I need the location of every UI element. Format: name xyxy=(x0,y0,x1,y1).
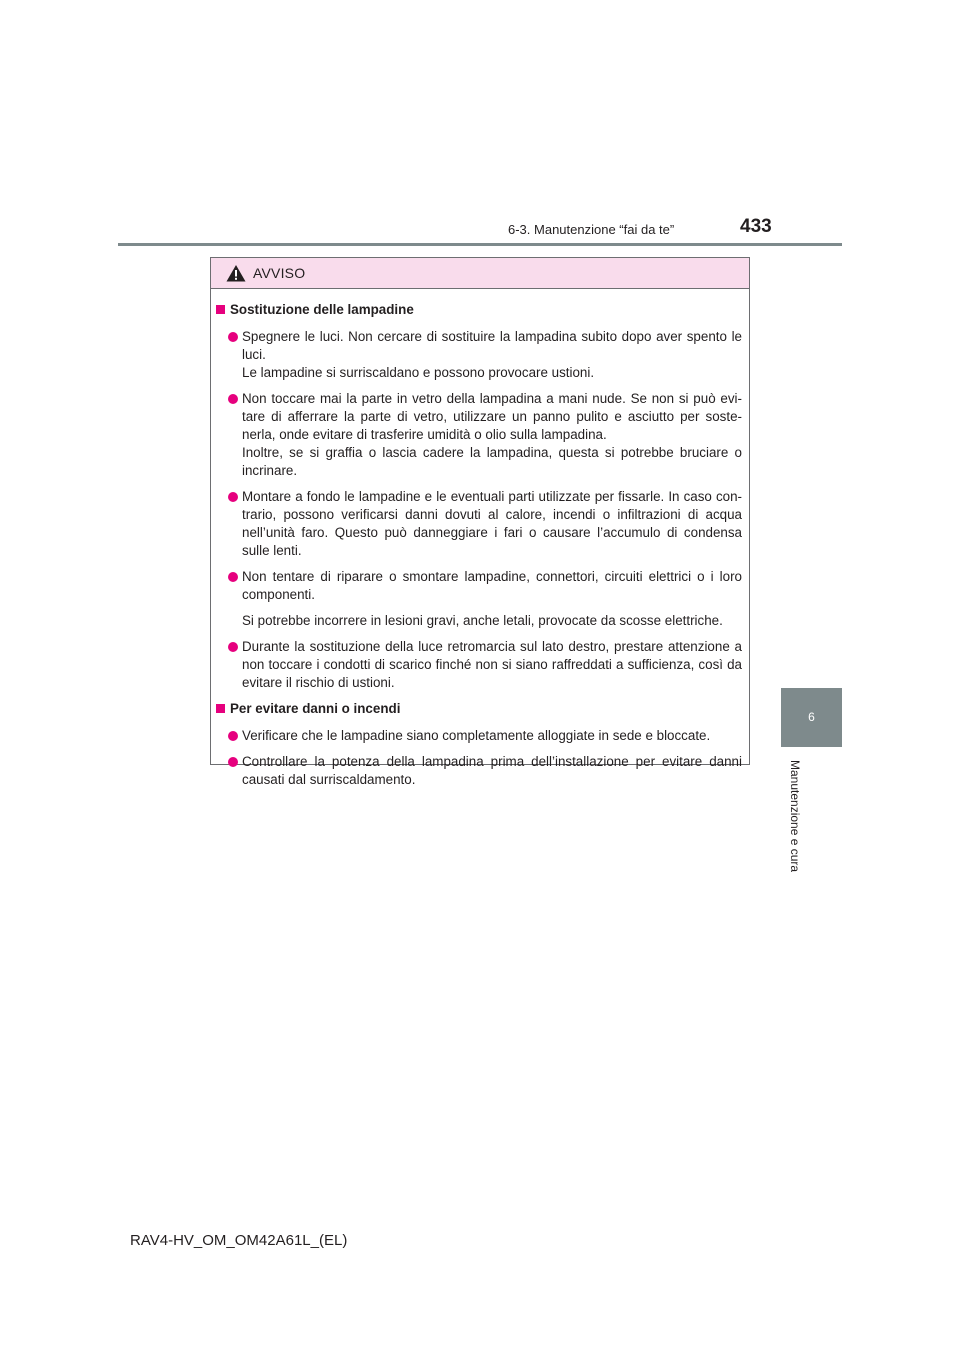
section-heading xyxy=(216,301,742,319)
chapter-label-text: Manutenzione e cura xyxy=(788,760,802,873)
round-bullet-icon xyxy=(228,642,238,652)
bullet-text: Non tentare di riparare o smontare lampadine, connettori, circuiti elettrici o i loro componenti. xyxy=(242,569,742,602)
bullet-item xyxy=(216,328,742,382)
bullet-item xyxy=(216,390,742,480)
section-title: 6-3. Manutenzione “fai da te” xyxy=(508,222,675,237)
square-bullet-icon xyxy=(216,704,225,713)
header-rule xyxy=(118,243,842,246)
bullet-text: Durante la sostituzione della luce retromarcia sul lato destro, prestare attenzione a non toccare i condotti di scarico finché non si siano raffreddati a sufficienza, così da evitare il rischio di ustioni. xyxy=(242,639,742,690)
section-heading-text: Per evitare danni o incendi xyxy=(230,701,401,716)
round-bullet-icon xyxy=(228,757,238,767)
bullet-text: Spegnere le luci. Non cercare di sostituire la lampadina subito dopo aver spento le luci. xyxy=(242,329,742,362)
warning-header xyxy=(211,258,749,289)
section-heading-text: Sostituzione delle lampadine xyxy=(230,302,414,317)
footer-code: RAV4-HV_OM_OM42A61L_(EL) xyxy=(130,1232,348,1249)
round-bullet-icon xyxy=(228,572,238,582)
page-number: 433 xyxy=(740,216,772,237)
bullet-item xyxy=(216,753,742,789)
bullet-text: Montare a fondo le lampadine e le eventuali parti utilizzate per fissarle. In caso con-trario, possono verificarsi danni dovuti al calore, incendi o infiltrazioni di acqua nell’unità faro. Questo può danneggiare i fari o causare l’accumulo di condensa sulle lenti. xyxy=(242,489,742,558)
warning-box xyxy=(210,257,750,787)
round-bullet-icon xyxy=(228,394,238,404)
bullet-item xyxy=(216,638,742,692)
square-bullet-icon xyxy=(216,305,225,314)
bullet-text: Le lampadine si surriscaldano e possono provocare ustioni. xyxy=(242,365,595,380)
bullet-text: Verificare che le lampadine siano completamente alloggiate in sede e bloccate. xyxy=(242,728,711,743)
bullet-text: Non toccare mai la parte in vetro della lampadina a mani nude. Se non si può evi-tare di afferrare la parte di vetro, utilizzare un panno pulito e asciutto per soste-nerla, onde evitare di trasferire umidità o olio sulla lampadina. xyxy=(242,391,742,442)
bullet-item xyxy=(216,727,742,745)
round-bullet-icon xyxy=(228,492,238,502)
chapter-label xyxy=(788,760,802,878)
bullet-item xyxy=(216,568,742,604)
bullet-text: Inoltre, se si graffia o lascia cadere la lampadina, questa si potrebbe bruciare o incrinare. xyxy=(242,445,742,478)
warning-triangle-icon xyxy=(226,264,246,282)
round-bullet-icon xyxy=(228,332,238,342)
bullet-text: Controllare la potenza della lampadina prima dell’installazione per evitare danni causati dal surriscaldamento. xyxy=(242,754,742,787)
section-heading xyxy=(216,700,742,718)
bullet-item xyxy=(216,488,742,560)
warning-title: AVVISO xyxy=(253,265,306,281)
bullet-continuation: Si potrebbe incorrere in lesioni gravi, anche letali, provocate da scosse elettriche. xyxy=(242,613,723,628)
warning-body xyxy=(211,289,749,789)
round-bullet-icon xyxy=(228,731,238,741)
chapter-tab: 6 xyxy=(781,688,842,747)
